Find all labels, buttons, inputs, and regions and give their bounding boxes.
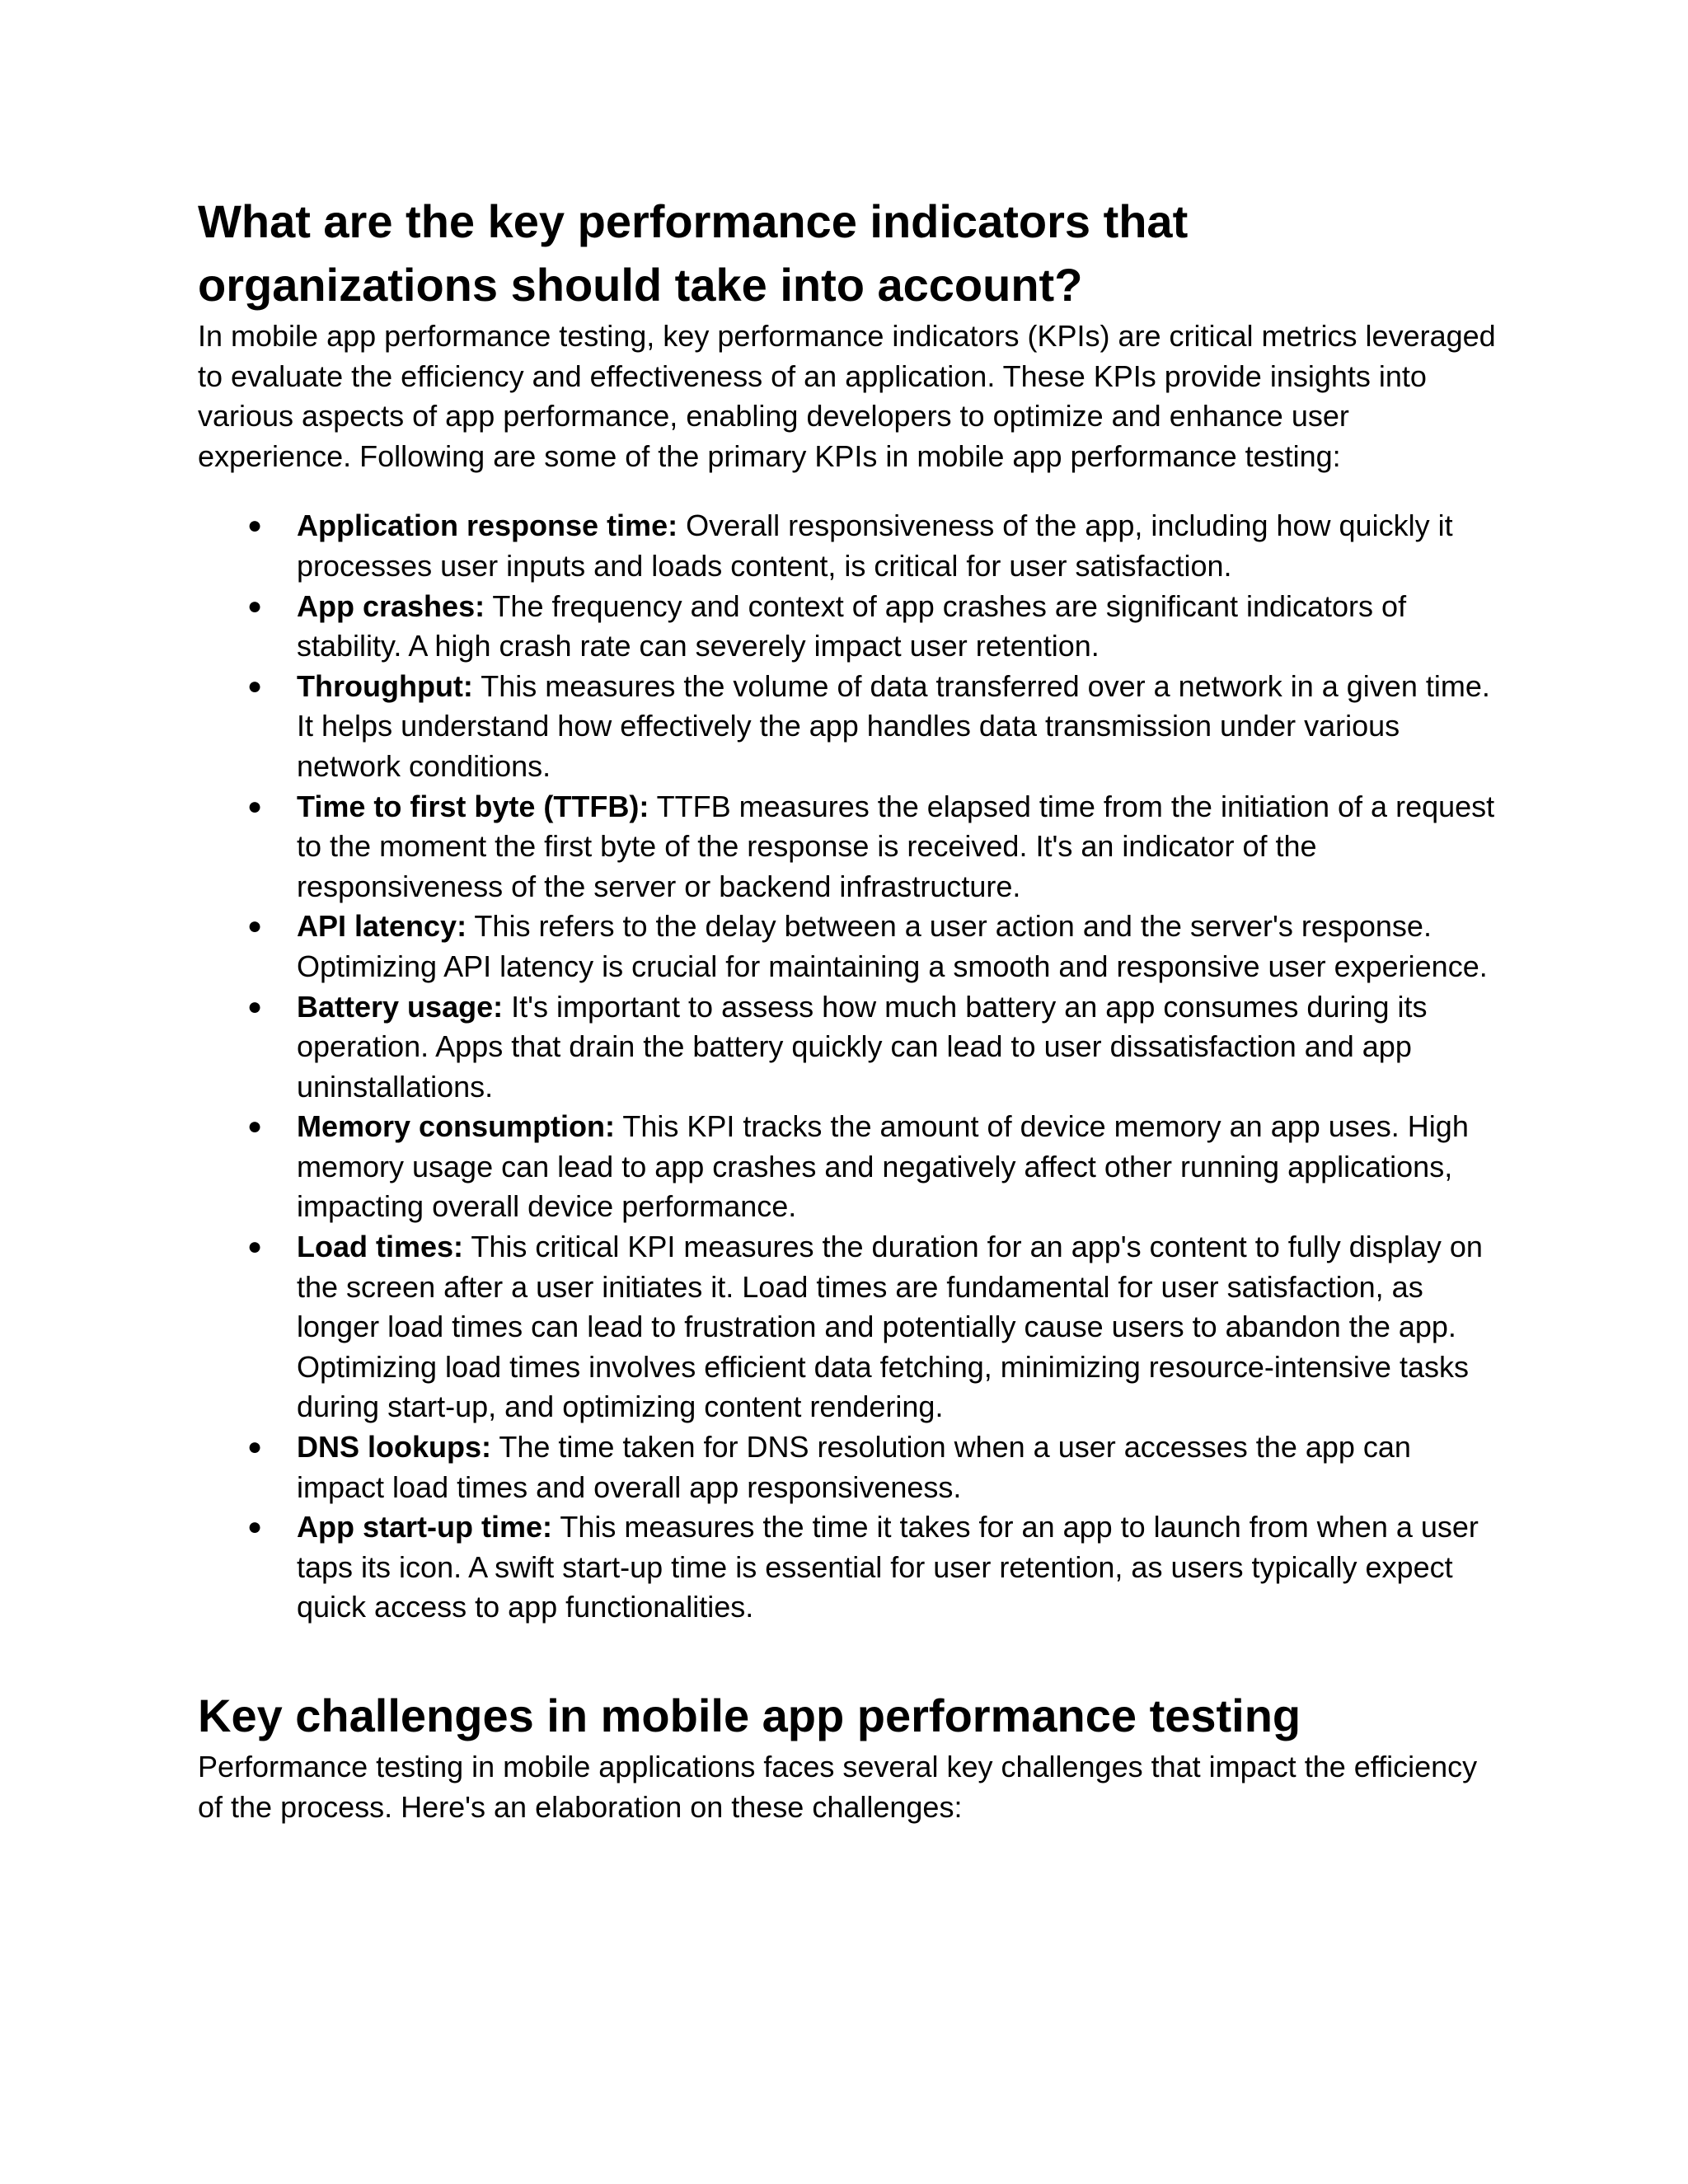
list-item xyxy=(198,506,1500,586)
kpi-term: Load times: xyxy=(297,1230,464,1264)
kpi-description: Overall responsiveness of the app, including how quickly it processes user inputs and loads content, is critical for user satisfaction. xyxy=(297,509,1453,583)
kpi-description: The frequency and context of app crashes are significant indicators of stability. A high crash rate can severely impact user retention. xyxy=(297,588,1407,663)
kpi-term: DNS lookups: xyxy=(297,1430,492,1465)
kpi-description: TTFB measures the elapsed time from the initiation of a request to the moment the first byte of the response is received. It's an indicator of the responsiveness of the server or backend infrastructure. xyxy=(297,789,1495,903)
kpi-description: This refers to the delay between a user action and the server's response. Optimizing API latency is crucial for maintaining a smooth and responsive user experience. xyxy=(297,909,1488,983)
bullet-icon: ● xyxy=(247,672,263,700)
kpi-description: It's important to assess how much battery an app consumes during its operation. Apps that drain the battery quickly can lead to user dissatisfaction and app uninstallations. xyxy=(297,989,1428,1104)
kpi-description: The time taken for DNS resolution when a user accesses the app can impact load times and overall app responsiveness. xyxy=(297,1430,1411,1504)
kpi-list xyxy=(198,506,1500,1628)
kpi-term: Battery usage: xyxy=(297,989,504,1024)
list-item xyxy=(198,1427,1500,1507)
bullet-icon: ● xyxy=(247,1113,263,1141)
kpi-description: This critical KPI measures the duration for an app's content to fully display on the screen after a user initiates it. Load times are fundamental for user satisfaction, as longer load times can lead to frustration and potentially cause users to abandon the app. Optimizing load times involves efficient data fetching, minimizing resource-intensive tasks during start-up, and optimizing content rendering. xyxy=(297,1230,1483,1424)
kpi-term: Throughput: xyxy=(297,668,473,703)
bullet-icon: ● xyxy=(247,1433,263,1461)
section-heading-challenges: Key challenges in mobile app performance testing xyxy=(198,1690,1301,1741)
list-item xyxy=(198,1507,1500,1628)
kpi-term: API latency: xyxy=(297,909,467,944)
bullet-icon: ● xyxy=(247,792,263,820)
kpi-term: Application response time: xyxy=(297,509,678,543)
bullet-icon: ● xyxy=(247,992,263,1020)
kpi-description: This measures the volume of data transferred over a network in a given time. It helps understand how effectively the app handles data transmission under various network conditions. xyxy=(297,668,1490,783)
list-item xyxy=(198,587,1500,667)
kpis-intro-paragraph: In mobile app performance testing, key performance indicators (KPIs) are critical metrics leveraged to evaluate the efficiency and effectiveness of an application. These KPIs provide insights into various aspects of app performance, enabling developers to optimize and enhance user experience. Following are some of the primary KPIs in mobile app performance testing: xyxy=(198,319,1496,473)
kpi-term: App crashes: xyxy=(297,588,485,623)
bullet-icon: ● xyxy=(247,592,263,620)
kpi-description: This KPI tracks the amount of device memory an app uses. High memory usage can lead to app crashes and negatively affect other running applications, impacting overall device performance. xyxy=(297,1109,1469,1224)
bullet-icon: ● xyxy=(247,512,263,540)
section-heading-kpis: What are the key performance indicators that organizations should take into account? xyxy=(198,195,1189,311)
kpi-term: Time to first byte (TTFB): xyxy=(297,789,649,823)
bullet-icon: ● xyxy=(247,1513,263,1541)
document-page xyxy=(198,190,1500,1827)
list-item xyxy=(198,907,1500,987)
list-item xyxy=(198,787,1500,907)
list-item xyxy=(198,667,1500,787)
kpi-description: This measures the time it takes for an app to launch from when a user taps its icon. A swift start-up time is essential for user retention, as users typically expect quick access to app functionalities. xyxy=(297,1510,1479,1624)
list-item xyxy=(198,987,1500,1108)
list-item xyxy=(198,1227,1500,1427)
bullet-icon: ● xyxy=(247,1233,263,1261)
kpi-term: Memory consumption: xyxy=(297,1109,616,1144)
bullet-icon: ● xyxy=(247,912,263,940)
kpi-term: App start-up time: xyxy=(297,1510,552,1544)
challenges-intro-paragraph: Performance testing in mobile applications faces several key challenges that impact the efficiency of the process. Here's an elaboration on these challenges: xyxy=(198,1750,1478,1824)
list-item xyxy=(198,1107,1500,1227)
